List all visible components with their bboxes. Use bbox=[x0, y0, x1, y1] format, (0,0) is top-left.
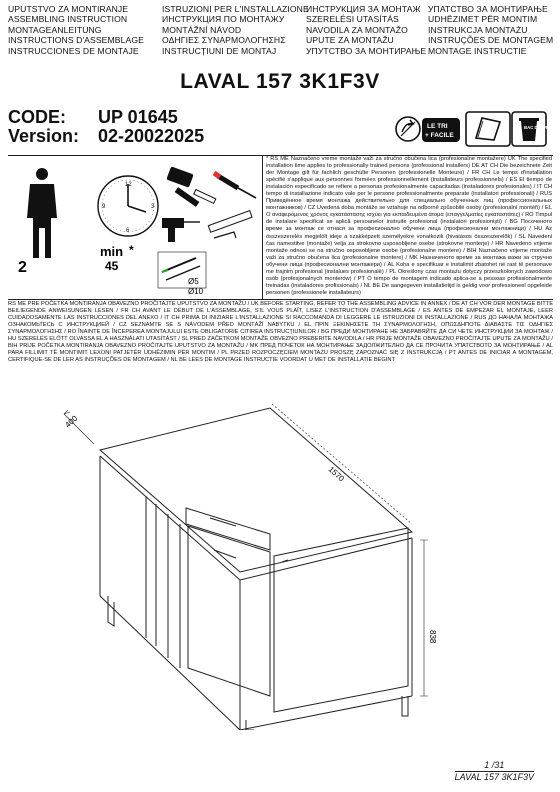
header-lang-line: MONTAGEANLEITUNG bbox=[8, 24, 102, 35]
header-lang-line: INSTRUCTIONS D'ASSEMBLAGE bbox=[8, 35, 144, 46]
triman-text-1: LE TRI bbox=[427, 123, 448, 130]
code-value: UP 01645 bbox=[98, 107, 178, 127]
header-lang-line: NAVODILA ZA MONTAŽO bbox=[306, 24, 408, 35]
two-persons-icon bbox=[27, 168, 57, 258]
header-lang-line: УПУТСТВО ЗА МОНТИРАЊЕ bbox=[306, 45, 427, 56]
product-drawing bbox=[60, 400, 520, 730]
recycle-bin-icon bbox=[512, 112, 549, 146]
minutes-asterisk: * bbox=[129, 243, 134, 257]
svg-text:3: 3 bbox=[151, 204, 155, 210]
footer-model: LAVAL 157 3K1F3V bbox=[454, 772, 534, 782]
read-instructions-note: RS ME PRE POČETKA MONTIRANJA OBAVEZNO PROČITAJTE UPUTSTVO ZA MONTAŽU / UK BEFORE STARTING, REFER TO THE ASSEMBLING ADVICE IN ANNEX / DE AT CH VOR DER MONTAGE BITTE BEILIEGENDE ANWEISUNGEN LESEN / FR CH AVANT LE DÉBUT DE L'ASSEMBLAGE, S'IL VOUS PLAÎT, LISEZ L'INSTRUCTION D'ASSEMBLAGE / ES ANTES DE EMPEZAR EL MONTAJE, LEER CUIDADOSAMENTE LAS INSTRUCCIONES DEL ANEXO / IT CH PRIMA DI INIZIARE L'INSTALLAZIONE SI RACCOMANDA DI LEGGERE LE ISTRUZIONI DI INSTALLAZIONE / RUS ДО НАЧАЛА МОНТАЖА ОЗНАКОМЬТЕСЬ С ИНСТРУКЦИЕЙ / CZ SEZNAMTE SE S NÁVODEM PŘED MONTÁŽÍ NÁBYTKU / EL ΠΡΙΝ ΞΕΚΙΝΗΣΕΤΕ ΤΗ ΣΥΝΑΡΜΟΛΟΓΗΣΗ, ΟΠΩΣΔΗΠΟΤΕ ΔΙΑΒΑΣΤΕ ΤΙΣ ΟΔΗΓΙΕΣ ΣΥΝΑΡΜΟΛΟΓΗΣΗΣ / RO ÎNAINTE DE ÎNCEPEREA MONTAJULUI ESTE OBLIGATORIE CITIREA INSTRUCȚIUNILOR / BG ПРЕДИ МОНТИРАНЕ НЕ ЗАБРАВЯЙТЕ ДА СИ ЧЕТЕ ИНСТРУКЦИИ ЗА МОНТАЖ / HU SZERELÉS ELŐTT OLVASSA EL A HASZNÁLATI UTASÍTÁST / SL PRED ZAČETKOM MONTAŽE OBVEZNO PREBERITE NAVODILA / HR PRIJE MONTAŽE OBAVEZNO PROČITAJTE UPUTE ZA MONTAŽU / BIH PRIJE POČETKA MONTIRANJA OBAVEZNO PROČITAJTE UPUTSTVO ZA MONTAŽU / MK ПРЕД ПОЧЕТОК НА МОНТИРАЊЕ ЗАДОЛЖИТЕЛНО ДА СЕ ПРОЧИТА УПАТСТВОТО ЗА МОНТИРАЊЕ / AL PARA FILLIMIT TË MONTIMIT LEXONI PATJETËR UDHËZIMIN PËR MONTIM / PL PRZED ROZPOCZĘCIEM MONTAŻU PROSZĘ ZAPOZNAĆ SIĘ Z INSTRUKCJĄ / PT ANTES DE INICIAR A MONTAGEM, CERTIFIQUE-SE DE LER AS INSTRUÇÕES DE MONTAGEM / NL BE LEES DE MONTAGE INSTRUCTIE VOORDAT U MET DE INSTALLATIE BEGINT bbox=[8, 301, 553, 364]
level-tool-icon bbox=[208, 211, 252, 238]
divider-bottom bbox=[8, 299, 553, 300]
product-title: LAVAL 157 3K1F3V bbox=[180, 70, 380, 93]
header-lang-line: INSTRUCȚIUNI DE MONTAJ bbox=[162, 45, 277, 56]
drill-bit-10: Ø10 bbox=[188, 287, 204, 296]
dimension-depth: 400 bbox=[63, 413, 80, 430]
persons-count: 2 bbox=[18, 259, 27, 276]
cardboard-box-icon bbox=[466, 112, 510, 146]
header-lang-line: ΟΔΗΓΙΕΣ ΣΥΝΑΡΜΟΛΟΓΗΣΗΣ bbox=[162, 35, 286, 46]
divider-vertical bbox=[262, 155, 263, 299]
minutes-label: min bbox=[100, 244, 124, 259]
header-lang-line: ISTRUZIONI PER L'INSTALLAZIONE bbox=[162, 4, 309, 14]
triman-icon bbox=[396, 117, 420, 141]
header-lang-line: SZERELÉSI UTASÍTÁS bbox=[306, 14, 399, 25]
svg-text:12: 12 bbox=[125, 182, 132, 188]
hammer-icon bbox=[166, 166, 215, 207]
dimension-width: 1570 bbox=[326, 464, 346, 484]
installation-time-note: * RS ME Naznačeno vreme montaže važi za stručno obučena lica (profesionalne montažere) UK The specified installation time applies to professionally trained persons (professional installers) DE AT CH Die bezeichnete Zeit der Montage gilt für fachlich geschulte Personen (professionelle Monteure) / FR CH Le temps d'installation spécifié s'applique aux personnes formées professionnellement (installateurs professionnels) / ES El tiempo de instalación especificado se refiere a personas profesionalmente capacitadas (instaladores profesionales) / IT CH tempo di installazione indicato vale per le persone professionalmente preparate (installatori professionali) / RUS Приведённое время монтажа действительно для специально обученных лиц (профессиональных монтажников) / CZ Uvedená doba montáže se vztahuje na odborně způsobilé osoby (profesionální montéři) / EL Ο αναφερόμενος χρόνος εγκατάστασης ισχύει για εκπαιδευμένα άτομα (επαγγελματίες εγκαταστάτες) / RO Timpul de instalare specificat se aplică persoanelor instruite profesional (instalatori profesioniști) / BG Посоченото време за монтаж се отнася за професионално обучени лица (професионални монтажници) / HU Az összeszerelés megjelölt ideje a szakképzett személyekre vonatkozik (hivatásos összeszerelők) / SL Navedeni čas namestitve (montaže) velja za strokovno usposobljene osebe (strokovne monterje) / HR Navedeno vrijeme montaže odnosi se na stručno osposobljene osobe (profesionalne montere) / BIH Naznačeno vrijeme montaže važi za stručno obučena lica (profesionalne montere) / MK Назначеното време за монтажа важи за стручно обучени лица (професионални монтажери) / AL Koha e specifikuar e instalimit zbatohet në rast të personave me trajnim profesional (instalues profesionalë) / PL Określony czas montażu dotyczy przeszkolonych zawodowo osób (profesjonalnych monterów) / PT O tempo de montagem indicado aplica-se a pessoas profissionalmente treinadas (instaladores profissionais) / NL BE De aangegeven installatietijd is geldig voor professioneel opgeleide personen (professionele installateurs) bbox=[266, 156, 552, 296]
drill-bits-icon bbox=[158, 252, 206, 288]
triman-text-2: + FACILE bbox=[425, 132, 454, 139]
header-languages-col-2 bbox=[162, 4, 309, 56]
header-lang-line: MONTAGE INSTRUCTIE bbox=[428, 45, 527, 56]
svg-text:6: 6 bbox=[126, 228, 130, 234]
header-lang-line: MONTÁŽNÍ NÁVOD bbox=[162, 24, 242, 35]
header-languages-col-4 bbox=[428, 4, 553, 56]
header-lang-line: INSTRUCCIONES DE MONTAJE bbox=[8, 45, 139, 56]
header-lang-line: ASSEMBLING INSTRUCTION bbox=[8, 14, 128, 25]
bin-label: BAC DE TRI bbox=[524, 125, 549, 130]
requirements-panel bbox=[8, 156, 262, 298]
header-languages-col-1 bbox=[8, 4, 144, 56]
drill-bit-5: Ø5 bbox=[188, 277, 199, 286]
page-number: 1 /31 bbox=[484, 760, 505, 770]
version-label: Version: bbox=[8, 126, 80, 146]
header-lang-line: ИНСТРУКЦИЯ ЗА МОНТАЖ bbox=[306, 4, 421, 14]
code-label: CODE: bbox=[8, 107, 66, 127]
header-lang-line: INSTRUKCJA MONTAŻU bbox=[428, 24, 528, 35]
svg-text:9: 9 bbox=[102, 204, 106, 210]
version-value: 02-20022025 bbox=[98, 126, 205, 146]
header-lang-line: УПАТСТВО ЗА МОНТИРАЊЕ bbox=[428, 4, 548, 14]
header-languages-col-3 bbox=[306, 4, 426, 56]
code-version-block bbox=[8, 108, 204, 146]
header-lang-line: UPUTE ZA MONTAŽU bbox=[306, 35, 394, 46]
header-lang-line: UDHËZIMET PËR MONTIM bbox=[428, 14, 538, 25]
header-lang-line: UPUTSTVO ZA MONTIRANJE bbox=[8, 4, 129, 14]
minutes-value: 45 bbox=[105, 259, 119, 273]
dimension-height: 838 bbox=[428, 630, 437, 644]
header-lang-line: ИНСТРУКЦИЯ ПО МОНТАЖУ bbox=[162, 14, 285, 25]
header-lang-line: INSTRUÇÕES DE MONTAGEM bbox=[428, 35, 554, 46]
screwdriver-icon bbox=[214, 173, 256, 198]
footer-rule bbox=[455, 771, 534, 772]
footer bbox=[455, 760, 534, 783]
drill-icon bbox=[162, 218, 200, 242]
recycling-badges bbox=[394, 108, 550, 150]
